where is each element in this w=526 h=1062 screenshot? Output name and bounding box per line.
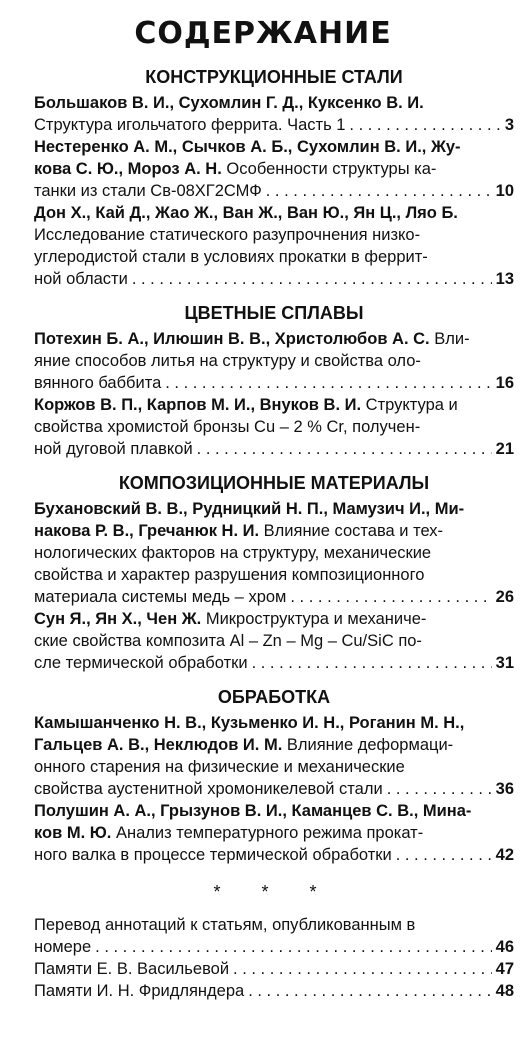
entry-line [34, 712, 514, 734]
misc-entry[interactable] [34, 914, 514, 958]
entry-text: Структура игольчатого феррита. Часть 1 [34, 116, 346, 134]
entry-text: вянного баббита [34, 374, 162, 392]
entry-text: свойства хромистой бронзы Cu – 2 % Cr, получен- [34, 418, 421, 436]
page-number: 42 [495, 846, 514, 864]
misc-text: Памяти Е. В. Васильевой [34, 960, 230, 978]
entry-text: сле термической обработки [34, 654, 248, 672]
entry-authors: Полушин А. А., Грызунов В. И., Каманцев С. В., Мина- [34, 802, 472, 820]
entry-line [34, 630, 514, 652]
entry-text: углеродистой стали в условиях прокатки в феррит- [34, 248, 428, 266]
page-number: 47 [495, 960, 514, 978]
entry-last-line [34, 652, 514, 674]
page-number: 16 [495, 374, 514, 392]
page-number: 48 [495, 982, 514, 1000]
entry-line [34, 224, 514, 246]
entry-authors: Дон Х., Кай Д., Жао Ж., Ван Ж., Ван Ю., Ян Ц., Ляо Б. [34, 204, 458, 222]
toc-entry[interactable] [34, 394, 514, 460]
page-number: 36 [495, 780, 514, 798]
dot-leader [95, 936, 491, 958]
entry-text: Влияние состава и тех- [259, 522, 444, 540]
toc-entry[interactable] [34, 328, 514, 394]
entry-line [34, 608, 514, 630]
dot-leader [266, 180, 492, 202]
entry-authors: Камышанченко Н. В., Кузьменко И. Н., Роганин М. Н., [34, 714, 465, 732]
entry-line [34, 350, 514, 372]
section-heading: КОНСТРУКЦИОННЫЕ СТАЛИ [145, 67, 403, 87]
entry-line [34, 136, 514, 158]
entry-last-line [34, 586, 514, 608]
entry-line [34, 246, 514, 268]
entry-line [34, 542, 514, 564]
section [34, 66, 514, 290]
misc-last-line [34, 958, 514, 980]
section-heading: ОБРАБОТКА [217, 687, 331, 707]
entry-line [34, 158, 514, 180]
toc-entry[interactable] [34, 202, 514, 290]
entry-text: свойства и характер разрушения композиционного [34, 566, 425, 584]
entry-authors: Бухановский В. В., Рудницкий Н. П., Мамузич И., Ми- [34, 500, 465, 518]
entry-authors: Сун Я., Ян Х., Чен Ж. [34, 610, 202, 628]
entry-last-line [34, 180, 514, 202]
entry-last-line [34, 844, 514, 866]
entry-line [34, 564, 514, 586]
entry-text: Вли- [429, 330, 470, 348]
entry-line [34, 520, 514, 542]
page-number: 26 [495, 588, 514, 606]
misc-entry[interactable] [34, 980, 514, 1002]
page-number: 3 [504, 116, 514, 134]
section-heading: КОМПОЗИЦИОННЫЕ МАТЕРИАЛЫ [118, 473, 430, 493]
dot-leader [252, 652, 492, 674]
misc-line: Перевод аннотаций к статьям, опубликованным в [34, 916, 416, 934]
contents-page [0, 14, 526, 1062]
entry-text: онного старения на физические и механические [34, 758, 405, 776]
section [34, 302, 514, 460]
sections [34, 66, 514, 866]
misc-last-line [34, 980, 514, 1002]
section-heading: ЦВЕТНЫЕ СПЛАВЫ [184, 303, 364, 323]
dot-leader [290, 586, 491, 608]
entry-authors: Гальцев А. В., Неклюдов И. М. [34, 736, 283, 754]
misc-text: Памяти И. Н. Фридляндера [34, 982, 245, 1000]
entry-line [34, 92, 514, 114]
separator-stars: * * * [213, 882, 335, 902]
entry-line [34, 394, 514, 416]
entry-authors: ков М. Ю. [34, 824, 112, 842]
misc-entry[interactable] [34, 958, 514, 980]
entry-line [34, 756, 514, 778]
entry-last-line [34, 778, 514, 800]
entry-text: свойства аустенитной хромоникелевой стали [34, 780, 383, 798]
entry-last-line [34, 372, 514, 394]
entry-text: Микроструктура и механиче- [201, 610, 427, 628]
dot-leader [396, 844, 492, 866]
entry-text: ские свойства композита Al – Zn – Mg – Cu/SiC по- [34, 632, 422, 650]
entry-line [34, 800, 514, 822]
dot-leader [248, 980, 491, 1002]
toc-entry[interactable] [34, 136, 514, 202]
entry-text: ного валка в процессе термической обработки [34, 846, 392, 864]
page-number: 10 [495, 182, 514, 200]
dot-leader [233, 958, 492, 980]
toc-entry[interactable] [34, 712, 514, 800]
misc-list [34, 914, 514, 1002]
entry-last-line [34, 114, 514, 136]
entry-last-line [34, 438, 514, 460]
page-title: СОДЕРЖАНИЕ [134, 16, 392, 51]
entry-authors: накова Р. В., Гречанюк Н. И. [34, 522, 260, 540]
entry-line [34, 202, 514, 224]
dot-leader [132, 268, 492, 290]
section [34, 686, 514, 866]
entry-text: Исследование статического разупрочнения низко- [34, 226, 421, 244]
entry-line [34, 822, 514, 844]
dot-leader [387, 778, 492, 800]
entry-authors: Коржов В. П., Карпов М. И., Внуков В. И. [34, 396, 362, 414]
entry-text: Анализ температурного режима прокат- [111, 824, 424, 842]
section [34, 472, 514, 674]
misc-text: номере [34, 938, 92, 956]
entry-last-line [34, 268, 514, 290]
entry-line [34, 328, 514, 350]
toc-entry[interactable] [34, 800, 514, 866]
page-number: 31 [495, 654, 514, 672]
entry-line [34, 498, 514, 520]
entry-text: ной дуговой плавкой [34, 440, 193, 458]
entry-authors: Потехин Б. А., Илюшин В. В., Христолюбов А. С. [34, 330, 430, 348]
entry-authors: кова С. Ю., Мороз А. Н. [34, 160, 222, 178]
entry-text: Структура и [361, 396, 458, 414]
entry-text: танки из стали Св-08ХГ2СМФ [34, 182, 262, 200]
entry-text: Особенности структуры ка- [221, 160, 437, 178]
page-number: 46 [495, 938, 514, 956]
dot-leader [197, 438, 492, 460]
toc-entry[interactable] [34, 92, 514, 136]
page-number: 21 [495, 440, 514, 458]
toc-entry[interactable] [34, 498, 514, 608]
entry-text: материала системы медь – хром [34, 588, 287, 606]
entry-line [34, 734, 514, 756]
misc-last-line [34, 936, 514, 958]
entry-text: нологических факторов на структуру, механические [34, 544, 432, 562]
dot-leader [349, 114, 500, 136]
page-number: 13 [495, 270, 514, 288]
entry-authors: Нестеренко А. М., Сычков А. Б., Сухомлин В. И., Жу- [34, 138, 461, 156]
entry-text: Влияние деформаци- [282, 736, 454, 754]
entry-authors: Большаков В. И., Сухомлин Г. Д., Куксенко В. И. [34, 94, 424, 112]
entry-text: ной области [34, 270, 128, 288]
entry-line [34, 416, 514, 438]
entry-text: яние способов литья на структуру и свойства оло- [34, 352, 421, 370]
toc-entry[interactable] [34, 608, 514, 674]
dot-leader [165, 372, 491, 394]
